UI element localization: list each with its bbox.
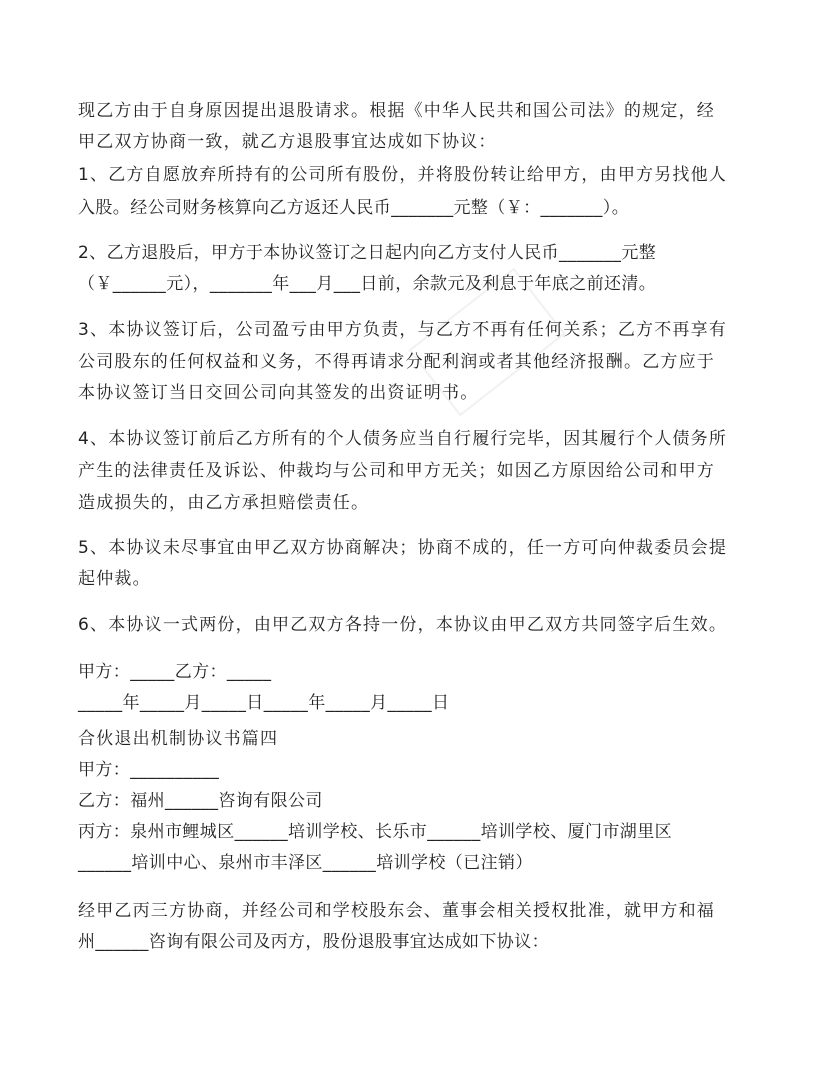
clause-5-line-2: 起仲裁。 [78,569,151,589]
clause-3-line-3: 本协议签订当日交回公司向其签发的出资证明书。 [78,383,479,403]
clause-1-line-1: 1、乙方自愿放弃所持有的公司所有股份，并将股份转让给甲方，由甲方另找他人 [78,165,728,185]
clause-1-line-2: 入股。经公司财务核算向乙方返还人民币_______元整（￥：_______）。 [78,198,630,218]
party-c-line-2: ______培训中心、泉州市丰泽区______培训学校（已注销） [78,853,533,873]
clause-2-line-1: 2、乙方退股后，甲方于本协议签订之日起内向乙方支付人民币_______元整 [78,243,657,263]
clause-2-line-2: （￥______元），_______年___月___日前，余款元及利息于年底之前还清。 [78,274,657,294]
clause-6-line-1: 6、本协议一式两份，由甲乙双方各持一份，本协议由甲乙双方共同签字后生效。 [78,615,728,635]
clause-3-line-1: 3、本协议签订后，公司盈亏由甲方负责，与乙方不再有任何关系；乙方不再享有 [78,320,728,340]
clause-5-line-1: 5、本协议未尽事宜由甲乙双方协商解决；协商不成的，任一方可向仲裁委员会提 [78,538,728,558]
party-c-line-1: 丙方：泉州市鲤城区______培训学校、长乐市______培训学校、厦门市湖里区 [78,822,672,842]
signature-parties: 甲方：_____乙方：_____ [78,662,272,682]
clause-3-line-2: 公司股东的任何权益和义务，不得再请求分配利润或者其他经济报酬。乙方应于 [78,352,715,372]
clause-4-line-1: 4、本协议签订前后乙方所有的个人债务应当自行履行完毕，因其履行个人债务所 [78,429,728,449]
signature-dates: _____年_____月_____日_____年_____月_____日 [78,693,450,713]
clause-4-line-2: 产生的法律责任及诉讼、仲裁均与公司和甲方无关；如因乙方原因给公司和甲方 [78,461,715,481]
clause-4-line-3: 造成损失的，由乙方承担赔偿责任。 [78,493,370,513]
section-title: 合伙退出机制协议书篇四 [78,729,279,749]
party-b-line: 乙方：福州______咨询有限公司 [78,791,323,811]
intro-line-2: 甲乙双方协商一致，就乙方退股事宜达成如下协议： [78,132,497,152]
agreement-line-2: 州______咨询有限公司及丙方，股份退股事宜达成如下协议： [78,932,549,952]
party-a-line: 甲方：__________ [78,760,220,780]
intro-line-1: 现乙方由于自身原因提出退股请求。根据《中华人民共和国公司法》的规定，经 [78,101,715,121]
agreement-line-1: 经甲乙丙三方协商，并经公司和学校股东会、董事会相关授权批准，就甲方和福 [78,901,715,921]
